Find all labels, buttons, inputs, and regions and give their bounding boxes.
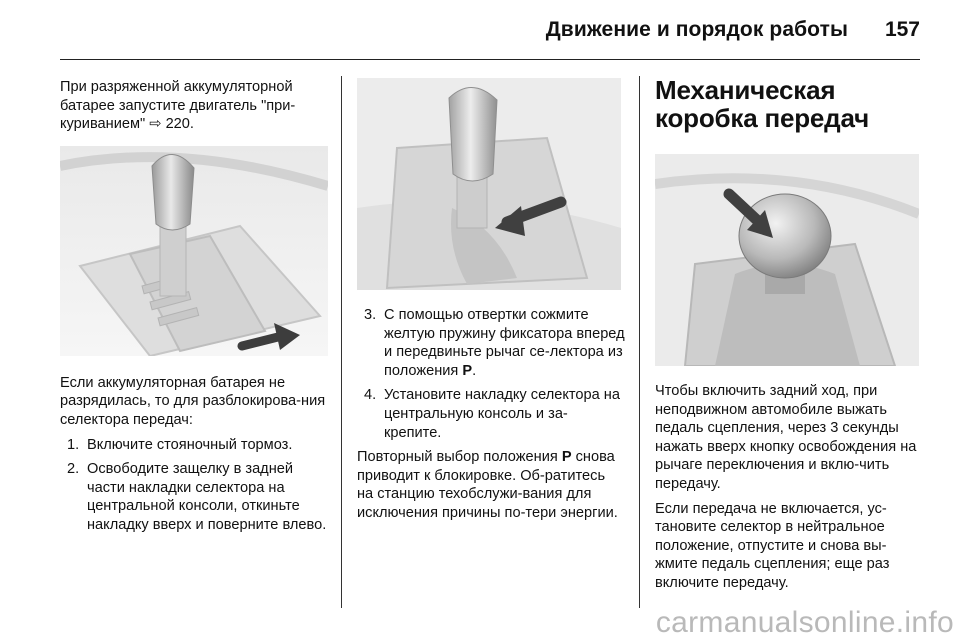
left-steps-list <box>60 436 328 535</box>
neutral-paragraph: Если передача не включается, ус-тановите селектор в нейтральное положение, отпустите и снова вы-жмите педаль сцепления; еще раз включите передачу. <box>655 500 890 591</box>
list-item: 1. Включите стояночный тормоз. <box>67 436 293 453</box>
column-divider-left <box>341 76 342 608</box>
unlock-paragraph: Если аккумуляторная батарея не разрядилась, то для разблокирова-ния селектора передач: <box>60 374 326 428</box>
automatic-gear-selector-illustration <box>60 146 328 356</box>
header-title: Движение и порядок работы <box>545 18 848 41</box>
page-number: 157 <box>884 18 920 41</box>
reference-arrow-icon: ⇨ <box>149 116 162 133</box>
selector-release-illustration <box>357 78 621 290</box>
middle-steps-list <box>357 306 625 442</box>
reverse-gear-paragraph: Чтобы включить задний ход, при неподвижном автомобиле выжать педаль сцепления, через 3 секунды нажать вверх кнопку освобождения на рычаге переключения и вклю-чить передачу. <box>655 383 917 492</box>
header-divider <box>60 59 920 60</box>
list-item: 4. Установите накладку селектора на центральную консоль и за-крепите. <box>364 387 620 441</box>
page-reference-link[interactable]: 220. <box>165 116 194 133</box>
right-column <box>655 76 921 599</box>
intro-paragraph: При разряженной аккумуляторной батарее запустите двигатель "при-куриванием" ⇨ 220. <box>60 79 296 133</box>
section-heading: Механическая коробка передач <box>655 75 869 133</box>
middle-column <box>357 78 625 529</box>
reselect-paragraph: Повторный выбор положения P снова приводит к блокировке. Об-ратитесь на станцию техобслужи-вания для исключения причины по-тери энергии. <box>357 449 618 521</box>
left-column <box>60 78 328 541</box>
list-item: 3. С помощью отвертки сожмите желтую пружину фиксатора вперед и передвиньте рычаг се-лектора из положения P. <box>364 307 625 379</box>
column-divider-right <box>639 76 640 608</box>
watermark: carmanualsonline.info <box>655 606 954 639</box>
page-header <box>0 0 960 62</box>
manual-gear-lever-illustration <box>655 154 919 366</box>
list-item: 2. Освободите защелку в задней части накладки селектора на центральной консоли, откиньте накладку вверх и поверните влево. <box>67 461 327 533</box>
